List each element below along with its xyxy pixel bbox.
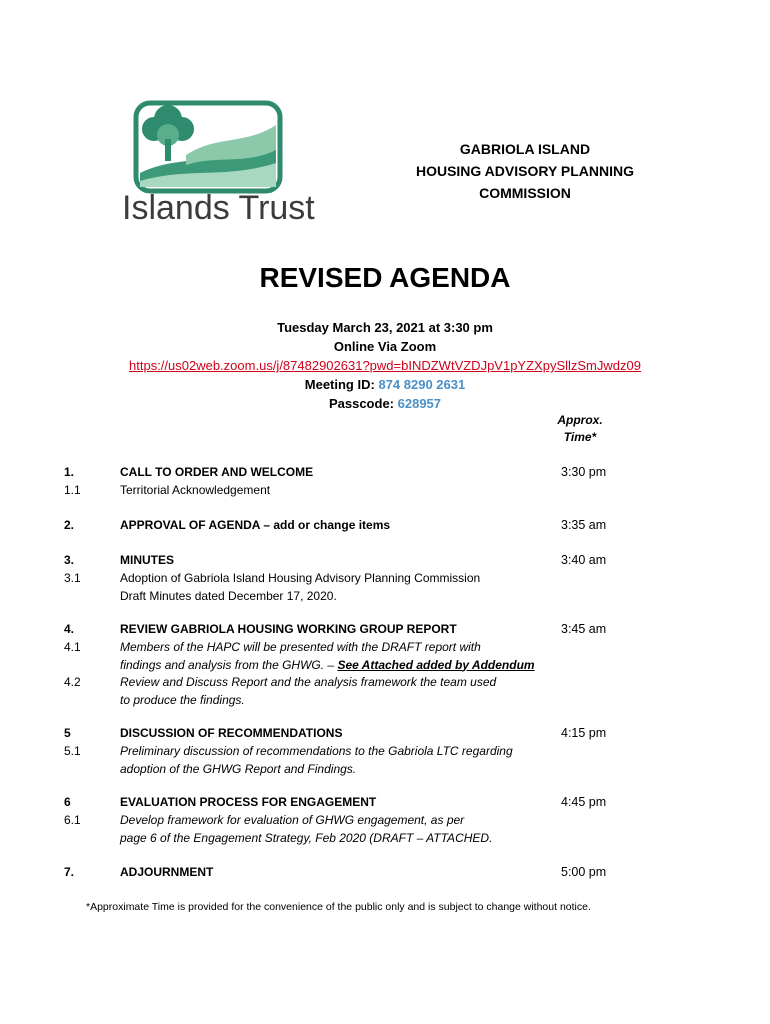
meeting-date: Tuesday March 23, 2021 at 3:30 pm xyxy=(277,320,493,335)
subitem-text xyxy=(120,639,550,674)
approx-label: Approx. xyxy=(557,413,603,427)
subitem-text xyxy=(120,674,550,709)
meeting-id-line xyxy=(0,375,770,394)
item-time: 3:40 am xyxy=(561,553,607,567)
item-number: 5 xyxy=(64,726,71,740)
zoom-link[interactable]: https://us02web.zoom.us/j/87482902631?pwd=bINDZWtVZDJpV1pYZXpySllzSmJwdz09 xyxy=(129,358,641,373)
subitem-number: 4.2 xyxy=(64,675,81,689)
meeting-location: Online Via Zoom xyxy=(333,339,437,354)
org-line-2: HOUSING ADVISORY PLANNING xyxy=(415,163,635,179)
org-line-1: GABRIOLA ISLAND xyxy=(459,141,591,157)
subitem-line-1: Members of the HAPC will be presented with the DRAFT report with xyxy=(120,640,481,654)
item-time: 4:15 pm xyxy=(561,726,607,740)
item-number: 7. xyxy=(64,865,75,879)
item-number: 2. xyxy=(64,518,75,532)
meeting-info xyxy=(0,318,770,413)
subitem-text xyxy=(120,743,550,778)
item-number: 3. xyxy=(64,553,75,567)
item-title: EVALUATION PROCESS FOR ENGAGEMENT xyxy=(120,795,377,809)
item-time: 3:30 pm xyxy=(561,465,607,479)
meeting-id-label: Meeting ID: xyxy=(304,377,375,392)
item-title: DISCUSSION OF RECOMMENDATIONS xyxy=(120,726,343,740)
passcode-line xyxy=(0,394,770,413)
item-number: 1. xyxy=(64,465,75,479)
subitem-number: 6.1 xyxy=(64,813,81,827)
item-time: 4:45 pm xyxy=(561,795,607,809)
page-title: REVISED AGENDA xyxy=(259,262,511,293)
item-time: 3:35 am xyxy=(561,518,607,532)
subitem-line-1: Preliminary discussion of recommendations to the Gabriola LTC regarding xyxy=(120,744,513,758)
islands-trust-logo xyxy=(116,95,321,230)
item-title: APPROVAL OF AGENDA – add or change items xyxy=(120,518,391,532)
subitem-line-1: Develop framework for evaluation of GHWG engagement, as per xyxy=(120,813,465,827)
subitem-text: Territorial Acknowledgement xyxy=(120,483,271,497)
organization-name xyxy=(400,138,650,204)
logo-text: Islands Trust xyxy=(122,189,315,227)
item-time: 3:45 am xyxy=(561,622,607,636)
subitem-line-2: findings and analysis from the GHWG. – xyxy=(120,657,338,672)
item-number: 4. xyxy=(64,622,75,636)
org-line-3: COMMISSION xyxy=(479,185,571,201)
subitem-number: 1.1 xyxy=(64,483,81,497)
passcode-label: Passcode: xyxy=(328,396,395,411)
addendum-link[interactable]: See Attached added by Addendum xyxy=(337,657,535,672)
approx-time-header xyxy=(540,412,620,446)
time-label: Time* xyxy=(563,430,597,444)
subitem-text xyxy=(120,812,550,847)
subitem-text xyxy=(120,570,550,605)
item-number: 6 xyxy=(64,795,71,809)
subitem-line-1: Adoption of Gabriola Island Housing Advisory Planning Commission xyxy=(120,571,481,585)
subitem-line-2: page 6 of the Engagement Strategy, Feb 2020 (DRAFT – ATTACHED. xyxy=(120,830,493,845)
item-title: CALL TO ORDER AND WELCOME xyxy=(120,465,314,479)
item-title: MINUTES xyxy=(120,553,174,567)
subitem-line-2: to produce the findings. xyxy=(120,692,245,707)
subitem-number: 3.1 xyxy=(64,571,81,585)
meeting-id-value: 874 8290 2631 xyxy=(378,377,466,392)
subitem-number: 4.1 xyxy=(64,640,81,654)
item-time: 5:00 pm xyxy=(561,865,607,879)
footnote: *Approximate Time is provided for the convenience of the public only and is subject to change without notice. xyxy=(86,901,591,913)
subitem-line-2: Draft Minutes dated December 17, 2020. xyxy=(120,588,337,603)
item-title: ADJOURNMENT xyxy=(120,865,214,879)
passcode-value: 628957 xyxy=(397,396,442,411)
subitem-line-1: Review and Discuss Report and the analysis framework the team used xyxy=(120,675,497,689)
subitem-number: 5.1 xyxy=(64,744,81,758)
subitem-line-2: adoption of the GHWG Report and Findings. xyxy=(120,761,357,776)
item-title: REVIEW GABRIOLA HOUSING WORKING GROUP REPORT xyxy=(120,622,457,636)
